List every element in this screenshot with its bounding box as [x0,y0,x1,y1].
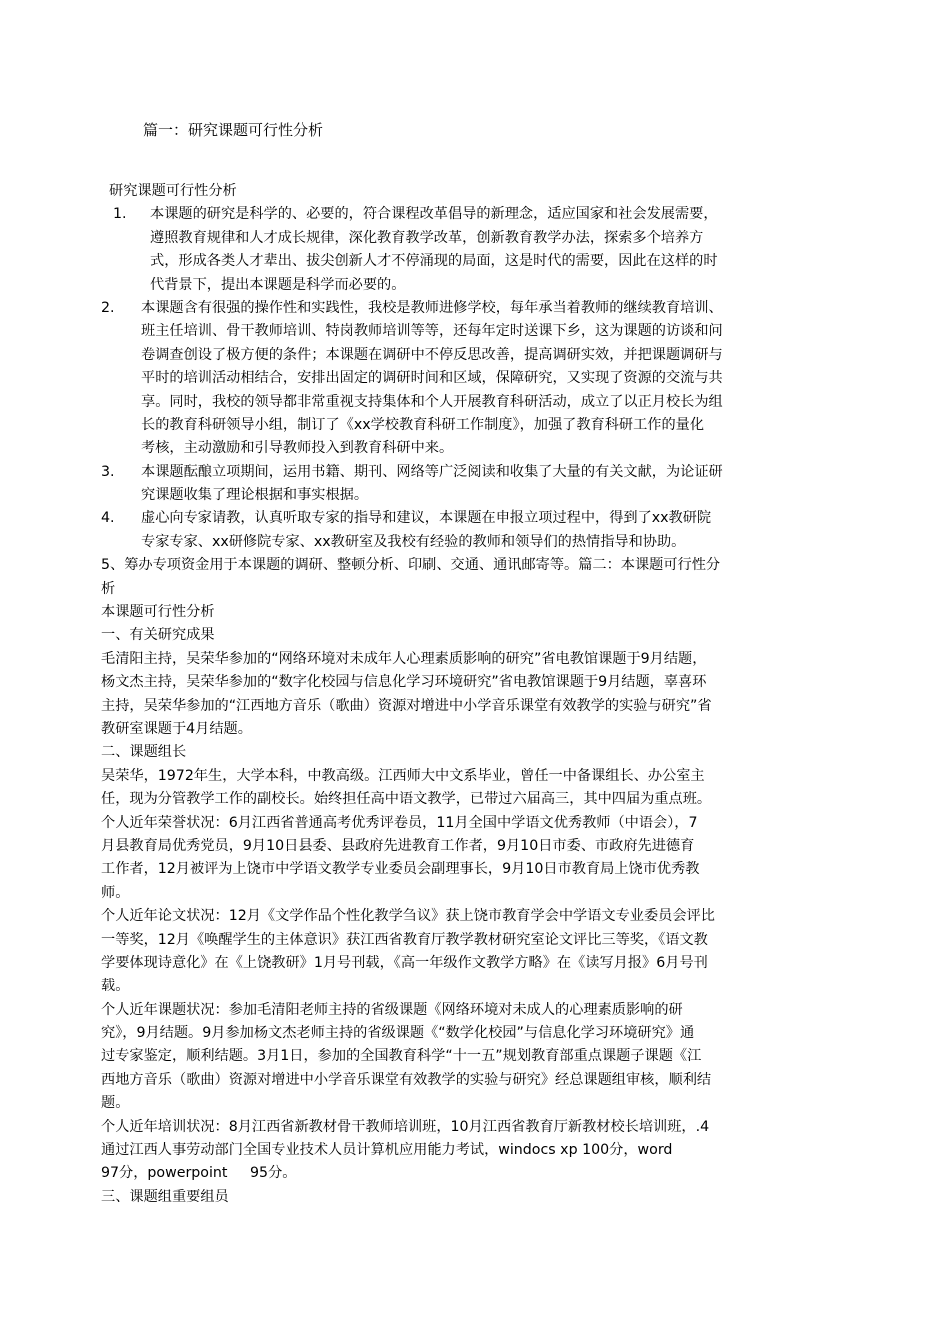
body-line: 5、筹办专项资金用于本课题的调研、整顿分析、印刷、交通、通讯邮寄等。篇二：本课题可行性分 [101,557,721,574]
list-item-line: 考核，主动激励和引导教师投入到教育科研中来。 [141,440,454,457]
document-body [101,180,841,1209]
list-number: 1. [113,206,127,223]
body-line: 过专家鉴定，顺利结题。3月1日，参加的全国教育科学“十一五”规划教育部重点课题子课题《江 [101,1048,702,1065]
body-line: 工作者，12月被评为上饶市中学语文教学专业委员会副理事长，9月10日市教育局上饶市优秀教 [101,861,700,878]
list-item-1 [101,203,841,297]
list-item-line [101,507,841,530]
list-number: 3. [101,463,115,480]
body-paragraphs [101,554,841,1209]
list-item-line: 卷调查创设了极方便的条件；本课题在调研中不停反思改善，提高调研实效，并把课题调研与 [141,346,723,363]
body-line: 析 [101,580,116,597]
body-line: 个人近年论文状况：12月《文学作品个性化教学刍议》获上饶市教育学会中学语文专业委员会评比 [101,908,715,925]
list-item-line: 长的教育科研领导小组，制订了《xx学校教育科研工作制度》，加强了教育科研工作的量化 [141,416,705,433]
list-text: 虚心向专家请教，认真听取专家的指导和建议，本课题在申报立项过程中，得到了xx教研院 [141,510,712,527]
list-item-line: 享。同时，我校的领导都非常重视支持集体和个人开展教育科研活动，成立了以正月校长为组 [141,393,723,410]
body-line: 杨文杰主持，吴荣华参加的“数字化校园与信息化学习环境研究”省电教馆课题于9月结题，辜喜环 [101,674,707,691]
section-title: 研究课题可行性分析 [109,183,237,199]
list-item-line: 究课题收集了理论根据和事实根据。 [141,487,369,504]
list-item-line: 代背景下，提出本课题是科学而必要的。 [150,276,406,293]
body-line: 究》，9月结题。9月参加杨文杰老师主持的省级课题《“数学化校园”与信息化学习环境研究》通 [101,1025,695,1042]
list-item-line [101,297,841,320]
heading-part-one: 篇一：研究课题可行性分析 [143,121,324,139]
body-line: 二、课题组长 [101,744,187,761]
body-line: 个人近年培训状况：8月江西省新教材骨干教师培训班，10月江西省教育厅新教材校长培训班，.4 [101,1118,710,1135]
list-item-line [101,203,841,226]
body-line: 西地方音乐（歌曲）资源对增进中小学音乐课堂有效教学的实验与研究》经总课题组审核，顺利结 [101,1071,712,1088]
body-line: 一、有关研究成果 [101,627,215,644]
body-line: 任，现为分管教学工作的副校长。始终担任高中语文教学，已带过六届高三，其中四届为重点班。 [101,791,712,808]
body-line: 主持，吴荣华参加的“江西地方音乐（歌曲）资源对增进中小学音乐课堂有效教学的实验与研究”省 [101,697,712,714]
body-line: 吴荣华，1972年生，大学本科，中教高级。江西师大中文系毕业，曾任一中备课组长、办公室主 [101,767,705,784]
body-line: 通过江西人事劳动部门全国专业技术人员计算机应用能力考试，windocs xp 100分，word [101,1142,673,1159]
body-line: 毛清阳主持，吴荣华参加的“网络环境对未成年人心理素质影响的研究”省电教馆课题于9月结题， [101,650,707,667]
list-item-line: 式，形成各类人才辈出、拔尖创新人才不停涌现的局面，这是时代的需要，因此在这样的时 [150,253,718,270]
body-line: 学要体现诗意化》在《上饶教研》1月号刊载，《高一年级作文教学方略》在《读写月报》6月号刊 [101,954,708,971]
body-line: 载。 [101,978,130,995]
body-line: 本课题可行性分析 [101,604,215,621]
body-line: 题。 [101,1095,130,1112]
body-line: 97分，powerpoint 95分。 [101,1165,297,1182]
list-item-line: 平时的培训活动相结合，安排出固定的调研时间和区域，保障研究，又实现了资源的交流与共 [141,370,723,387]
body-line: 教研室课题于4月结题。 [101,720,252,737]
list-item-line [101,461,841,484]
list-text: 本课题含有很强的操作性和实践性，我校是教师进修学校，每年承当着教师的继续教育培训、 [141,299,723,316]
list-item-4 [101,507,841,554]
body-line: 三、课题组重要组员 [101,1188,229,1205]
list-number: 4. [101,510,115,527]
body-line: 月县教育局优秀党员，9月10日县委、县政府先进教育工作者，9月10日市委、市政府先进德育 [101,837,695,854]
list-item-line: 班主任培训、骨干教师培训、特岗教师培训等等，还每年定时送课下乡，这为课题的访谈和问 [141,323,723,340]
list-item-2 [101,297,841,461]
body-line: 个人近年课题状况：参加毛清阳老师主持的省级课题《网络环境对未成人的心理素质影响的研 [101,1001,683,1018]
body-line: 师。 [101,884,130,901]
list-text: 本课题的研究是科学的、必要的，符合课程改革倡导的新理念，适应国家和社会发展需要， [150,206,718,223]
list-text: 本课题酝酿立项期间，运用书籍、期刊、网络等广泛阅读和收集了大量的有关文献，为论证研 [141,463,723,480]
body-line: 个人近年荣誉状况：6月江西省普通高考优秀评卷员，11月全国中学语文优秀教师（中语会），7 [101,814,698,831]
list-item-line: 遵照教育规律和人才成长规律，深化教育教学改革，创新教育教学办法，探索多个培养方 [150,229,704,246]
list-item-line: 专家专家、xx研修院专家、xx教研室及我校有经验的教师和领导们的热情指导和协助。 [141,533,686,550]
list-number: 2. [101,299,115,316]
list-item-3 [101,461,841,508]
body-line: 一等奖，12月《唤醒学生的主体意识》获江西省教育厅教学教材研究室论文评比三等奖，《语文教 [101,931,708,948]
